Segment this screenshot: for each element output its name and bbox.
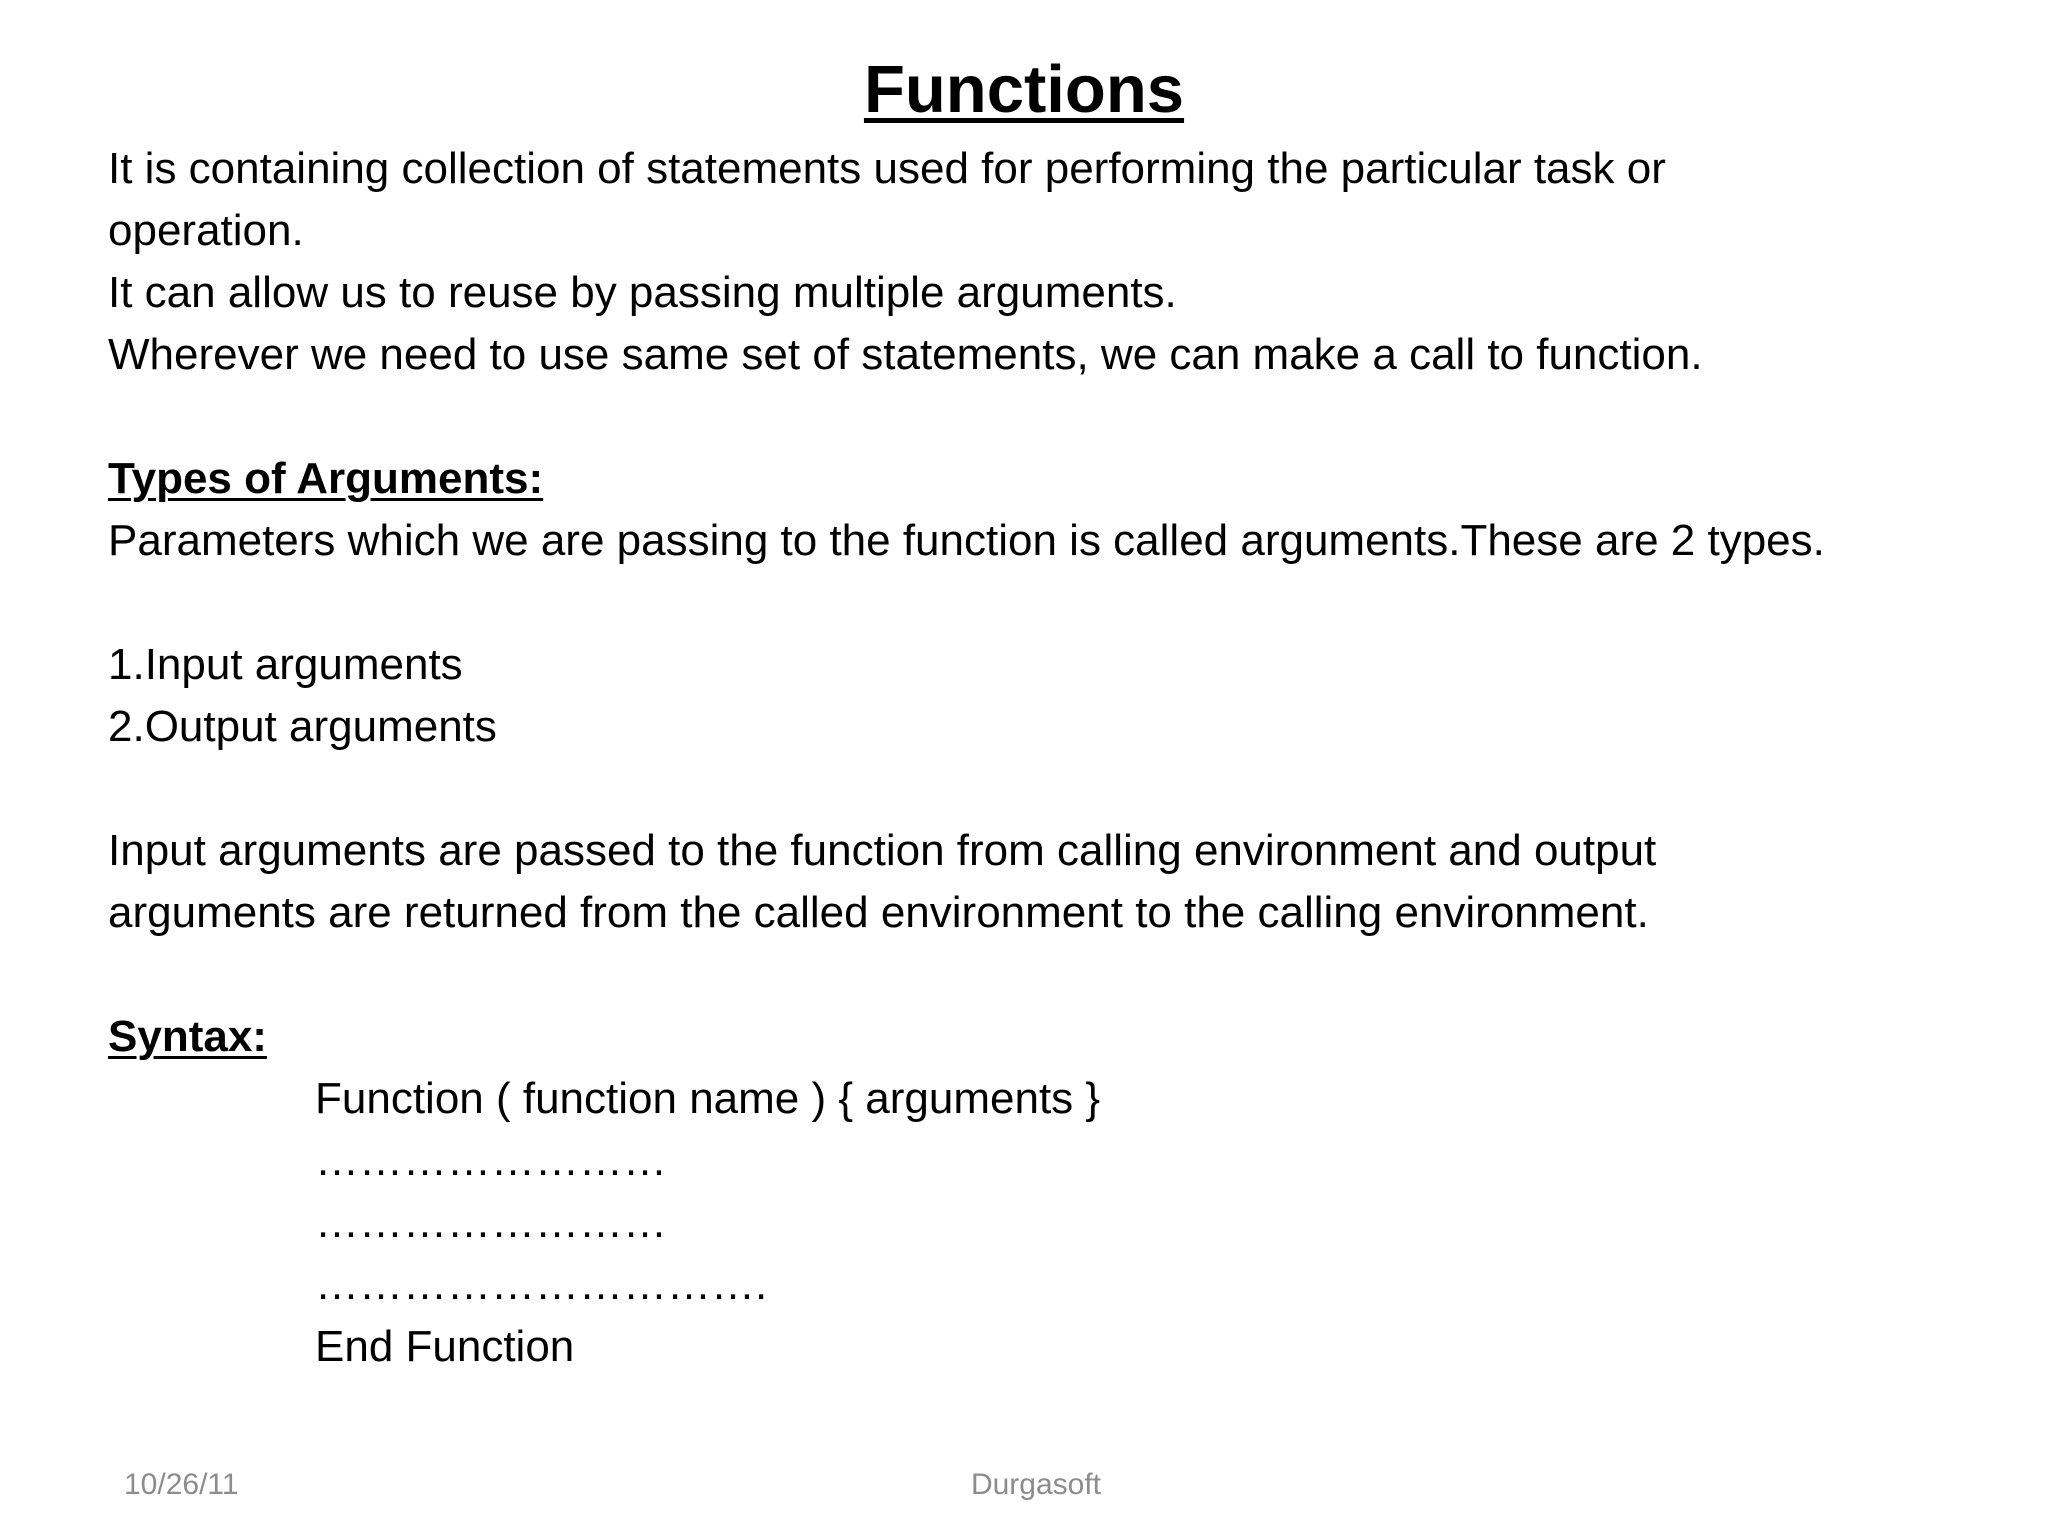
spacer [108, 944, 2008, 1006]
slide-title-text: Functions [863, 52, 1185, 127]
spacer [108, 758, 2008, 820]
slide-body [108, 138, 2008, 1378]
types-heading-line [108, 448, 2008, 510]
syntax-heading: Syntax: [108, 1012, 267, 1061]
spacer [108, 572, 2008, 634]
intro-line-4: Wherever we need to use same set of statements, we can make a call to function. [108, 330, 1703, 379]
intro-line-3: It can allow us to reuse by passing multiple arguments. [108, 268, 1177, 317]
slide-title [0, 50, 2048, 130]
explanation-line-2: arguments are returned from the called environment to the calling environment. [108, 888, 1649, 937]
explanation-line-1: Input arguments are passed to the function from calling environment and output [108, 826, 1657, 875]
syntax-line-1: Function ( function name ) { arguments } [315, 1074, 1101, 1123]
syntax-heading-line [108, 1006, 2008, 1068]
argument-type-output: 2.Output arguments [108, 702, 497, 751]
syntax-line-3: …………………… [315, 1198, 667, 1247]
spacer [108, 386, 2008, 448]
syntax-line-5: End Function [315, 1322, 575, 1371]
syntax-line-2: …………………… [315, 1136, 667, 1185]
intro-line-1: It is containing collection of statements used for performing the particular task or [108, 144, 1666, 193]
syntax-line-4: …………………………. [315, 1260, 768, 1309]
footer-date: 10/26/11 [124, 1468, 239, 1501]
footer-company: Durgasoft [970, 1468, 1102, 1501]
types-heading: Types of Arguments: [108, 454, 544, 503]
intro-line-2: operation. [108, 206, 304, 255]
argument-type-input: 1.Input arguments [108, 640, 463, 689]
types-description: Parameters which we are passing to the function is called arguments.These are 2 types. [108, 516, 1825, 565]
